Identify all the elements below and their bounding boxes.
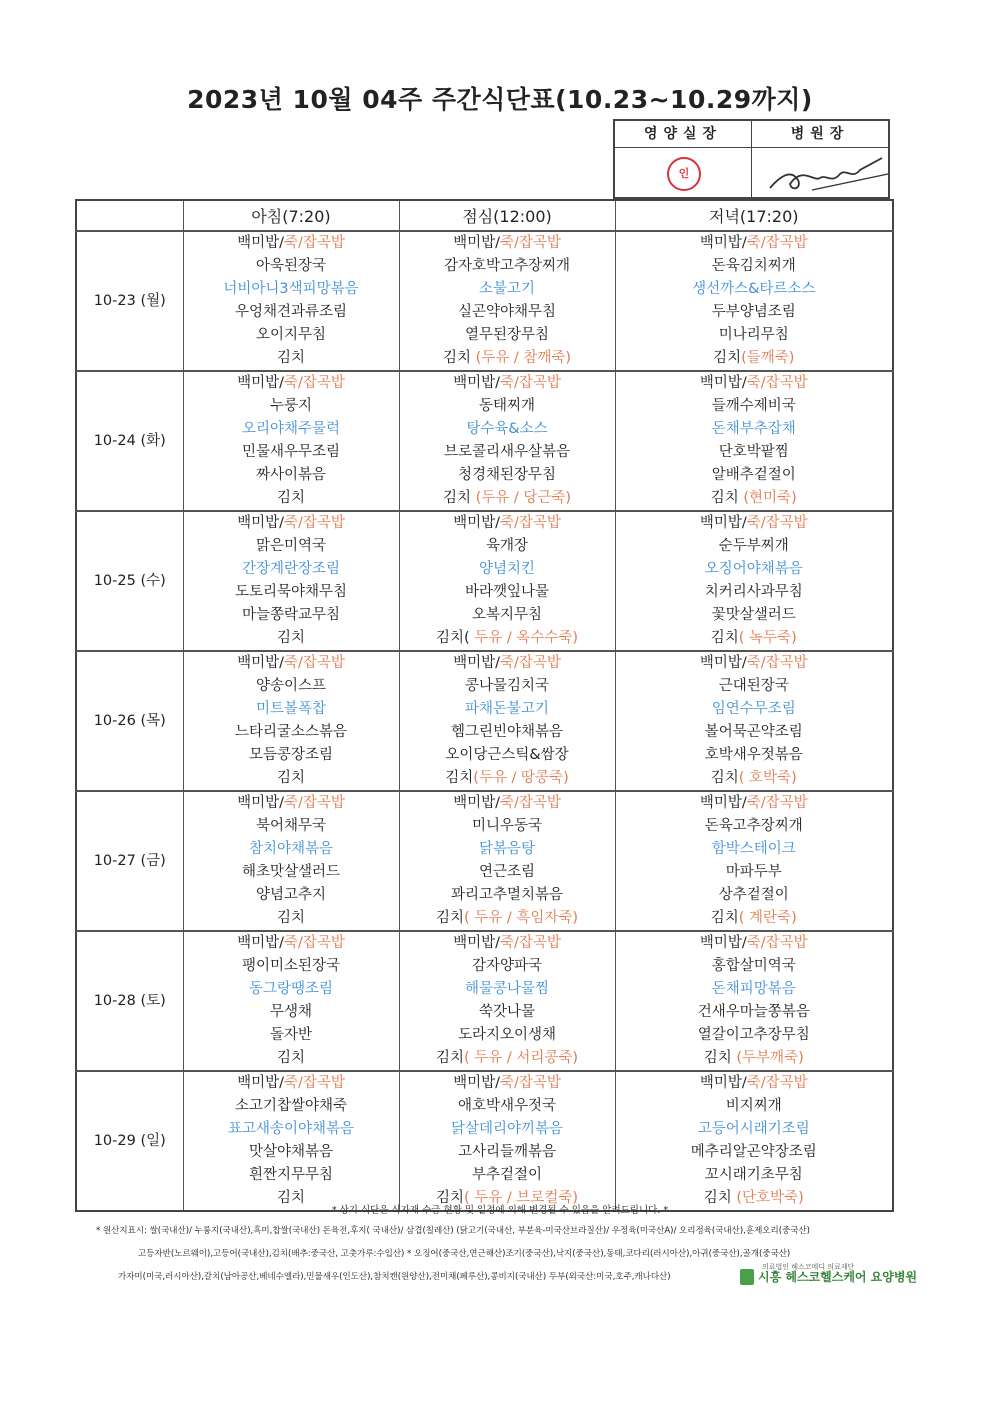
dinner-menu-item <box>615 371 893 395</box>
lunch-menu-item: 꽈리고추멸치볶음 <box>399 884 615 907</box>
menu-option-text: 죽/잡곡밥 <box>283 515 345 531</box>
dinner-menu-item: 마파두부 <box>615 861 893 884</box>
dinner-menu-item: 열갈이고추장무침 <box>615 1024 893 1047</box>
logo-subtitle: 의료법인 헤스코메디 의료재단 <box>762 1263 855 1271</box>
dinner-menu-item <box>615 651 893 675</box>
menu-item-text: 김치 <box>442 490 476 506</box>
menu-item-text: 백미밥/ <box>237 1075 284 1091</box>
dinner-menu-item <box>615 231 893 255</box>
dinner-menu-item <box>615 347 893 371</box>
table-row <box>76 1047 893 1071</box>
lunch-menu-item: 실곤약야채무침 <box>399 301 615 324</box>
menu-option-text: 죽/잡곡밥 <box>499 235 561 251</box>
menu-item-text: 백미밥/ <box>699 655 747 671</box>
lunch-menu-item <box>399 558 615 581</box>
dinner-menu-item <box>615 627 893 651</box>
dinner-menu-item <box>615 418 893 441</box>
menu-item-text: 김치 <box>435 1190 464 1206</box>
menu-option-text: 죽/잡곡밥 <box>499 935 561 951</box>
table-row <box>76 487 893 511</box>
menu-option-text: 죽/잡곡밥 <box>499 515 561 531</box>
menu-option-text: (두유 / 당근죽) <box>475 490 572 506</box>
lunch-menu-item: 동태찌개 <box>399 395 615 418</box>
menu-option-text: 죽/잡곡밥 <box>746 935 808 951</box>
main-dish-text: 닭살데리야끼볶음 <box>450 1121 564 1137</box>
menu-item-text: 백미밥/ <box>699 935 747 951</box>
lunch-menu-item <box>399 931 615 955</box>
lunch-menu-item <box>399 838 615 861</box>
menu-item-text: 백미밥/ <box>453 515 500 531</box>
breakfast-menu-item: 도토리묵야채무침 <box>183 581 399 604</box>
main-dish-text: 오리야채주물럭 <box>241 421 341 437</box>
hospital-logo <box>740 1263 918 1285</box>
breakfast-menu-item: 느타리굴소스볶음 <box>183 721 399 744</box>
menu-option-text: (단호박죽) <box>736 1190 804 1206</box>
main-dish-text: 동그랑땡조림 <box>248 981 334 997</box>
lunch-menu-item: 부추겉절이 <box>399 1164 615 1187</box>
table-row <box>76 1024 893 1047</box>
main-dish-text: 간장계란장조림 <box>241 561 341 577</box>
breakfast-menu-item: 소고기찹쌀야채죽 <box>183 1095 399 1118</box>
change-notice: * 상기 식단은 식자재 수급 현황 및 일정에 의해 변경될 수 있음을 알려드립니다. * <box>331 1205 669 1216</box>
menu-option-text: 죽/잡곡밥 <box>499 795 561 811</box>
menu-item-text: 김치 <box>442 350 476 366</box>
lunch-menu-item <box>399 978 615 1001</box>
table-row <box>76 815 893 838</box>
table-row <box>76 651 893 675</box>
main-dish-text: 해물콩나물찜 <box>464 981 550 997</box>
lunch-menu-item <box>399 767 615 791</box>
table-row <box>76 721 893 744</box>
date-cell: 10-23 (월) <box>76 231 183 371</box>
breakfast-menu-item: 흰짠지무무침 <box>183 1164 399 1187</box>
menu-item-text: 백미밥/ <box>237 795 284 811</box>
origin-line-2: 고등자반(노르웨이),고등어(국내산),김치(배추:중국산, 고춧가루:수입산) * 오징어(중국산,연근해산)조기(중국산),낙지(중국산),동태,코다리(러시아산),아귀(중국산),골개(중국산) <box>138 1249 791 1259</box>
dinner-menu-item <box>615 698 893 721</box>
menu-item-text: 백미밥/ <box>453 655 500 671</box>
breakfast-menu-item: 맛살야채볶음 <box>183 1141 399 1164</box>
breakfast-menu-item <box>183 371 399 395</box>
lunch-menu-item <box>399 1047 615 1071</box>
menu-option-text: ( 호박죽) <box>738 770 797 786</box>
table-row <box>76 511 893 535</box>
menu-option-text: 죽/잡곡밥 <box>746 1075 808 1091</box>
breakfast-menu-item: 해초맛살샐러드 <box>183 861 399 884</box>
breakfast-menu-item: 김치 <box>183 1187 399 1211</box>
table-row <box>76 955 893 978</box>
menu-option-text: (현미죽) <box>743 490 797 506</box>
menu-item-text: 김치 <box>710 630 739 646</box>
dinner-menu-item: 알배추겉절이 <box>615 464 893 487</box>
date-cell: 10-26 (목) <box>76 651 183 791</box>
main-dish-text: 고등어시래기조림 <box>697 1121 810 1137</box>
page-title: 2023년 10월 04주 주간식단표(10.23~10.29까지) <box>187 85 813 114</box>
lunch-menu-item: 콩나물김치국 <box>399 675 615 698</box>
approval-director-label: 병원장 <box>752 121 888 148</box>
menu-item-text: 백미밥/ <box>699 795 747 811</box>
dinner-menu-item <box>615 511 893 535</box>
menu-item-text: 백미밥/ <box>453 235 500 251</box>
main-dish-text: 파채돈불고기 <box>464 701 550 717</box>
menu-option-text: 죽/잡곡밥 <box>499 375 561 391</box>
header-dinner: 저녁(17:20) <box>615 200 893 231</box>
breakfast-menu-item <box>183 511 399 535</box>
table-row <box>76 1118 893 1141</box>
table-row <box>76 627 893 651</box>
date-cell: 10-25 (수) <box>76 511 183 651</box>
table-row <box>76 1001 893 1024</box>
weekly-menu-table <box>75 199 894 1212</box>
approval-nutrition-label: 영양실장 <box>615 121 751 148</box>
breakfast-menu-item: 팽이미소된장국 <box>183 955 399 978</box>
dinner-menu-item: 단호박팥찜 <box>615 441 893 464</box>
menu-option-text: 죽/잡곡밥 <box>499 655 561 671</box>
main-dish-text: 생선까스&타르소스 <box>692 281 816 297</box>
menu-option-text: 죽/잡곡밥 <box>499 1075 561 1091</box>
menu-item-text: 김치 <box>710 490 744 506</box>
menu-option-text: 죽/잡곡밥 <box>283 935 345 951</box>
table-row <box>76 604 893 627</box>
lunch-menu-item <box>399 347 615 371</box>
lunch-menu-item: 헴그린빈야채볶음 <box>399 721 615 744</box>
breakfast-menu-item: 누룽지 <box>183 395 399 418</box>
lunch-menu-item <box>399 487 615 511</box>
breakfast-menu-item: 맑은미역국 <box>183 535 399 558</box>
logo-name: 시흥 헤스코헬스케어 요양병원 <box>758 1270 918 1284</box>
table-row <box>76 1095 893 1118</box>
main-dish-text: 표고새송이야채볶음 <box>227 1121 355 1137</box>
breakfast-menu-item: 아욱된장국 <box>183 255 399 278</box>
table-row <box>76 535 893 558</box>
menu-item-text: 백미밥/ <box>237 235 284 251</box>
dinner-menu-item: 건새우마늘쫑볶음 <box>615 1001 893 1024</box>
dinner-menu-item <box>615 487 893 511</box>
menu-option-text: ( 녹두죽) <box>738 630 797 646</box>
breakfast-menu-item <box>183 978 399 1001</box>
breakfast-menu-item: 김치 <box>183 487 399 511</box>
breakfast-menu-item <box>183 1071 399 1095</box>
dinner-menu-item: 순두부찌개 <box>615 535 893 558</box>
breakfast-menu-item <box>183 838 399 861</box>
breakfast-menu-item: 김치 <box>183 627 399 651</box>
table-row <box>76 581 893 604</box>
menu-option-text: ( 두유 / 흑임자죽) <box>463 910 579 926</box>
menu-option-text: (두유 / 참깨죽) <box>475 350 572 366</box>
lunch-menu-item: 쑥갓나물 <box>399 1001 615 1024</box>
menu-item-text: 백미밥/ <box>699 235 747 251</box>
table-row <box>76 675 893 698</box>
menu-option-text: 죽/잡곡밥 <box>746 655 808 671</box>
breakfast-menu-item <box>183 231 399 255</box>
lunch-menu-item <box>399 1071 615 1095</box>
menu-option-text: 죽/잡곡밥 <box>283 375 345 391</box>
lunch-menu-item: 오이당근스틱&쌈장 <box>399 744 615 767</box>
menu-option-text: (들깨죽) <box>741 350 795 366</box>
breakfast-menu-item <box>183 558 399 581</box>
logo-icon <box>740 1269 754 1285</box>
breakfast-menu-item: 김치 <box>183 1047 399 1071</box>
main-dish-text: 소불고기 <box>478 281 536 297</box>
table-row <box>76 371 893 395</box>
header-date <box>76 200 183 231</box>
lunch-menu-item <box>399 907 615 931</box>
table-row <box>76 441 893 464</box>
dinner-menu-item: 볼어묵곤약조림 <box>615 721 893 744</box>
breakfast-menu-item: 오이지무침 <box>183 324 399 347</box>
origin-line-3: 가자미(미국,러시아산),갈치(남아공산,베네수엘라),민물새우(인도산),참치캔(원양산),전미채(페루산),콩비지(국내산) 두부(외국산:미국,호주,캐나다산) <box>118 1272 671 1282</box>
dinner-menu-item: 홍합살미역국 <box>615 955 893 978</box>
breakfast-menu-item <box>183 1118 399 1141</box>
table-row <box>76 861 893 884</box>
signature-icon <box>762 152 892 200</box>
dinner-menu-item: 치커리사과무침 <box>615 581 893 604</box>
menu-item-text: 김치 <box>713 350 742 366</box>
menu-item-text: 김치 <box>710 770 739 786</box>
menu-item-text: 김치 <box>710 910 739 926</box>
table-row <box>76 278 893 301</box>
dinner-menu-item <box>615 907 893 931</box>
menu-option-text: 죽/잡곡밥 <box>746 235 808 251</box>
lunch-menu-item <box>399 418 615 441</box>
table-row <box>76 884 893 907</box>
table-row <box>76 978 893 1001</box>
menu-item-text: 백미밥/ <box>699 375 747 391</box>
menu-option-text: ( 두유 / 브로컬죽) <box>463 1190 579 1206</box>
dinner-menu-item: 들깨수제비국 <box>615 395 893 418</box>
lunch-menu-item <box>399 791 615 815</box>
lunch-menu-item <box>399 651 615 675</box>
main-dish-text: 함박스테이크 <box>711 841 796 857</box>
menu-item-text: 김치 <box>435 910 464 926</box>
table-row <box>76 464 893 487</box>
lunch-menu-item <box>399 698 615 721</box>
date-cell: 10-28 (토) <box>76 931 183 1071</box>
table-row <box>76 301 893 324</box>
dinner-menu-item: 비지찌개 <box>615 1095 893 1118</box>
lunch-menu-item: 오복지무침 <box>399 604 615 627</box>
header-lunch: 점심(12:00) <box>399 200 615 231</box>
lunch-menu-item: 육개장 <box>399 535 615 558</box>
table-row <box>76 1164 893 1187</box>
menu-option-text: 죽/잡곡밥 <box>283 655 345 671</box>
breakfast-menu-item: 민물새우무조림 <box>183 441 399 464</box>
lunch-menu-item: 고사리들깨볶음 <box>399 1141 615 1164</box>
table-row <box>76 395 893 418</box>
breakfast-menu-item: 양념고추지 <box>183 884 399 907</box>
dinner-menu-item: 호박새우젓볶음 <box>615 744 893 767</box>
menu-option-text: (두유 / 땅콩죽) <box>473 770 569 786</box>
lunch-menu-item <box>399 278 615 301</box>
menu-item-text: 백미밥/ <box>699 515 747 531</box>
table-row <box>76 931 893 955</box>
breakfast-menu-item: 김치 <box>183 767 399 791</box>
lunch-menu-item: 감자호박고추장찌개 <box>399 255 615 278</box>
lunch-menu-item: 감자양파국 <box>399 955 615 978</box>
dinner-menu-item: 두부양념조림 <box>615 301 893 324</box>
main-dish-text: 임연수무조림 <box>711 701 796 717</box>
menu-option-text: 죽/잡곡밥 <box>746 515 808 531</box>
lunch-menu-item: 애호박새우젓국 <box>399 1095 615 1118</box>
main-dish-text: 돈채부추잡채 <box>711 421 796 437</box>
menu-item-text: 백미밥/ <box>237 375 284 391</box>
main-dish-text: 미트볼폭찹 <box>255 701 327 717</box>
dinner-menu-item: 꼬시래기초무침 <box>615 1164 893 1187</box>
menu-option-text: 죽/잡곡밥 <box>746 375 808 391</box>
main-dish-text: 탕수육&소스 <box>466 421 548 437</box>
menu-option-text: 죽/잡곡밥 <box>283 1075 345 1091</box>
lunch-menu-item <box>399 371 615 395</box>
menu-item-text: 김치 <box>445 770 474 786</box>
breakfast-menu-item: 양송이스프 <box>183 675 399 698</box>
menu-item-text: 김치 <box>435 1050 464 1066</box>
breakfast-menu-item: 마늘쫑락교무침 <box>183 604 399 627</box>
dinner-menu-item: 근대된장국 <box>615 675 893 698</box>
menu-item-text: 백미밥/ <box>237 935 284 951</box>
header-row <box>76 200 893 231</box>
dinner-menu-item <box>615 838 893 861</box>
lunch-menu-item: 청경채된장무침 <box>399 464 615 487</box>
table-row <box>76 347 893 371</box>
dinner-menu-item: 꽃맛살샐러드 <box>615 604 893 627</box>
lunch-menu-item <box>399 511 615 535</box>
breakfast-menu-item: 짜사이볶음 <box>183 464 399 487</box>
main-dish-text: 닭볶음탕 <box>478 841 536 857</box>
table-row <box>76 767 893 791</box>
breakfast-menu-item <box>183 651 399 675</box>
menu-option-text: ( 두유 / 서리콩죽) <box>463 1050 579 1066</box>
table-row <box>76 907 893 931</box>
menu-option-text: 죽/잡곡밥 <box>746 795 808 811</box>
table-row <box>76 1141 893 1164</box>
table-row <box>76 744 893 767</box>
table-row <box>76 1071 893 1095</box>
table-row <box>76 324 893 347</box>
breakfast-menu-item <box>183 791 399 815</box>
menu-item-text: 김치 <box>703 1050 737 1066</box>
dinner-menu-item <box>615 1047 893 1071</box>
lunch-menu-item <box>399 231 615 255</box>
breakfast-menu-item: 무생채 <box>183 1001 399 1024</box>
menu-item-text: 백미밥/ <box>453 935 500 951</box>
breakfast-menu-item: 우엉채견과류조림 <box>183 301 399 324</box>
breakfast-menu-item <box>183 698 399 721</box>
main-dish-text: 참치야채볶음 <box>248 841 334 857</box>
menu-item-text: 백미밥/ <box>699 1075 747 1091</box>
menu-option-text: 죽/잡곡밥 <box>283 235 345 251</box>
breakfast-menu-item <box>183 418 399 441</box>
menu-item-text: 김치 <box>703 1190 737 1206</box>
main-dish-text: 오징어야채볶음 <box>704 561 803 577</box>
menu-item-text: 백미밥/ <box>453 795 500 811</box>
menu-option-text: (두부깨죽) <box>736 1050 804 1066</box>
dinner-menu-item <box>615 767 893 791</box>
dinner-menu-item: 돈육고추장찌개 <box>615 815 893 838</box>
breakfast-menu-item: 돌자반 <box>183 1024 399 1047</box>
lunch-menu-item: 브로콜리새우살볶음 <box>399 441 615 464</box>
origin-line-1: * 원산지표시: 쌀(국내산)/ 누룽지(국내산),흑미,찹쌀(국내산) 돈육전,후지( 국내산)/ 삼겹(칠레산) (닭고기(국내산, 부분육-미국산브라질산)/ 우정육(미국산A)/ 오리정육(국내산),훈제오리(중국산) <box>96 1226 810 1236</box>
menu-item-text: 백미밥/ <box>453 1075 500 1091</box>
header-breakfast: 아침(7:20) <box>183 200 399 231</box>
date-cell: 10-24 (화) <box>76 371 183 511</box>
dinner-menu-item <box>615 978 893 1001</box>
table-row <box>76 698 893 721</box>
breakfast-menu-item: 북어채무국 <box>183 815 399 838</box>
date-cell: 10-29 (일) <box>76 1071 183 1211</box>
menu-item-text: 백미밥/ <box>453 375 500 391</box>
dinner-menu-item <box>615 1071 893 1095</box>
approval-nutrition <box>615 121 751 197</box>
lunch-menu-item: 열무된장무침 <box>399 324 615 347</box>
dinner-menu-item: 미나리무침 <box>615 324 893 347</box>
breakfast-menu-item <box>183 931 399 955</box>
lunch-menu-item: 도라지오이생채 <box>399 1024 615 1047</box>
dinner-menu-item <box>615 791 893 815</box>
table-row <box>76 558 893 581</box>
menu-item-text: 백미밥/ <box>237 655 284 671</box>
approval-box <box>613 119 890 199</box>
dinner-menu-item <box>615 278 893 301</box>
main-dish-text: 돈채피망볶음 <box>711 981 796 997</box>
approval-director <box>751 121 888 197</box>
breakfast-menu-item: 김치 <box>183 907 399 931</box>
table-row <box>76 791 893 815</box>
table-row <box>76 418 893 441</box>
main-dish-text: 너비아니3색피망볶음 <box>223 281 359 297</box>
menu-item-text: 백미밥/ <box>237 515 284 531</box>
table-row <box>76 255 893 278</box>
table-row <box>76 838 893 861</box>
menu-option-text: 죽/잡곡밥 <box>283 795 345 811</box>
dinner-menu-item: 상추겉절이 <box>615 884 893 907</box>
menu-item-text: 김치( <box>435 630 475 646</box>
menu-option-text: ( 계란죽) <box>738 910 797 926</box>
lunch-menu-item: 미니우동국 <box>399 815 615 838</box>
lunch-menu-item <box>399 1118 615 1141</box>
table-row <box>76 231 893 255</box>
menu-option-text: 두유 / 옥수수죽) <box>474 630 579 646</box>
dinner-menu-item <box>615 558 893 581</box>
date-cell: 10-27 (금) <box>76 791 183 931</box>
dinner-menu-item: 메추리알곤약장조림 <box>615 1141 893 1164</box>
seal-stamp: 인 <box>667 157 701 191</box>
dinner-menu-item <box>615 1118 893 1141</box>
dinner-menu-item: 돈육김치찌개 <box>615 255 893 278</box>
dinner-menu-item <box>615 931 893 955</box>
breakfast-menu-item: 모듬콩장조림 <box>183 744 399 767</box>
breakfast-menu-item <box>183 278 399 301</box>
breakfast-menu-item: 김치 <box>183 347 399 371</box>
main-dish-text: 양념치킨 <box>478 561 536 577</box>
lunch-menu-item <box>399 627 615 651</box>
lunch-menu-item: 연근조림 <box>399 861 615 884</box>
lunch-menu-item: 바라깻잎나물 <box>399 581 615 604</box>
